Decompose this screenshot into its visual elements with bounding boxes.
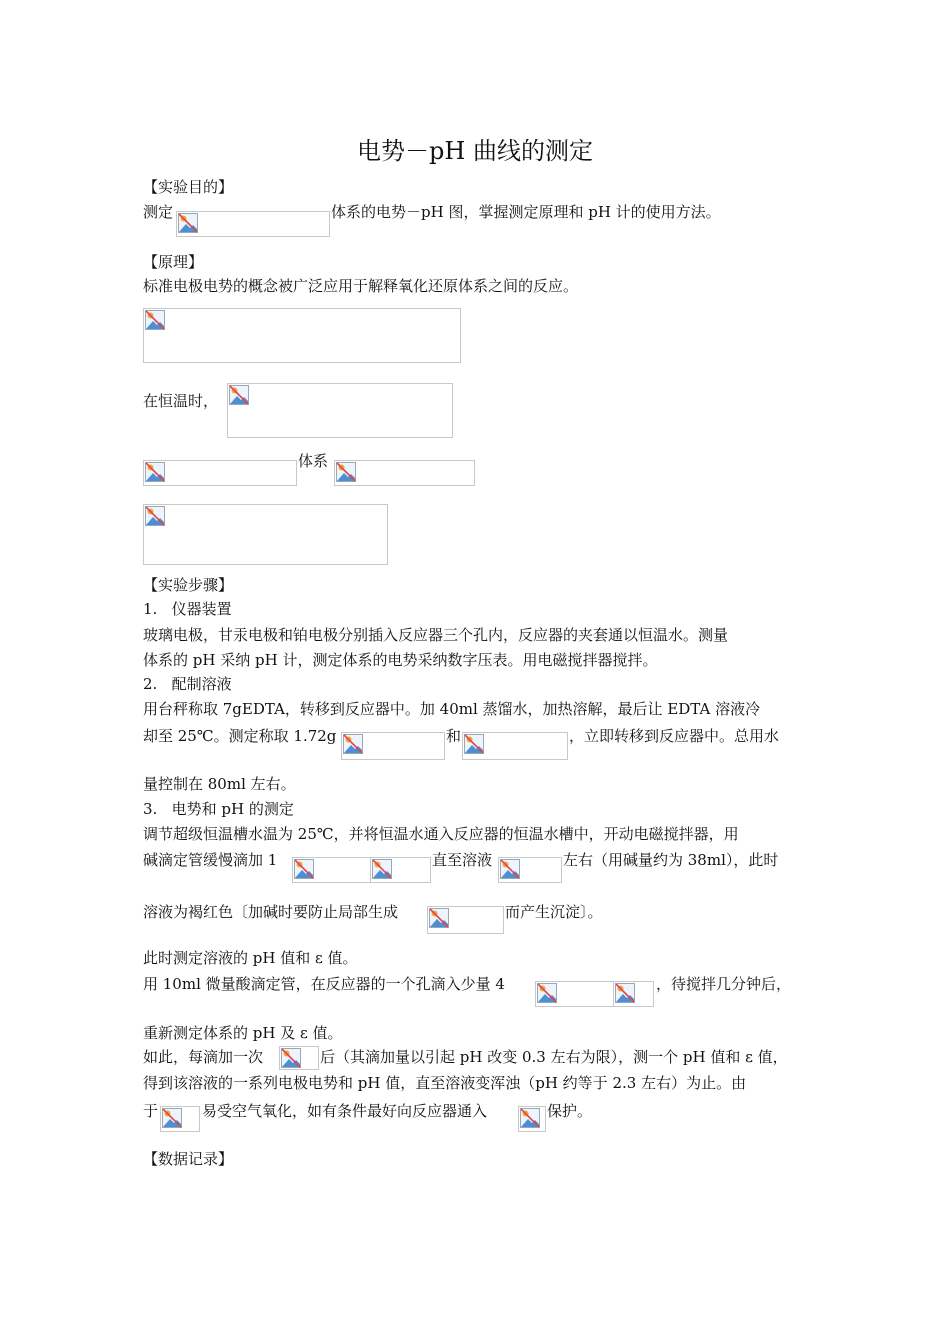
step3-line6: 重新测定体系的 pH 及 ε 值。 <box>143 1024 343 1042</box>
section-heading-purpose: 【实验目的】 <box>143 178 234 196</box>
step3-line4: 此时测定溶液的 pH 值和 ε 值。 <box>143 949 358 967</box>
broken-image-icon <box>178 213 198 233</box>
broken-image-icon <box>145 462 165 482</box>
step2-line3: 量控制在 80ml 左右。 <box>143 775 296 793</box>
formula-image <box>462 732 568 760</box>
principle-text: 标准电极电势的概念被广泛应用于解释氧化还原体系之间的反应。 <box>143 277 579 295</box>
step1-line1: 玻璃电极，甘汞电极和铂电极分别插入反应器三个孔内，反应器的夹套通以恒温水。测量 <box>143 626 729 644</box>
formula-image <box>279 1046 319 1070</box>
formula-image <box>370 857 431 883</box>
step3-line9a: 于 <box>143 1102 159 1120</box>
broken-image-icon <box>294 859 314 879</box>
step2-line2c: ，立即转移到反应器中。总用水 <box>569 727 780 745</box>
step2-heading: 2. 配制溶液 <box>143 675 232 693</box>
step3-line3a: 溶液为褐红色〔加碱时要防止局部生成 <box>143 903 399 921</box>
broken-image-icon <box>336 462 356 482</box>
system-label: 体系 <box>298 452 329 470</box>
step3-line1: 调节超级恒温槽水温为 25℃，并将恒温水通入反应器的恒温水槽中，开动电磁搅拌器，用 <box>143 825 739 843</box>
equation-image <box>143 308 461 363</box>
formula-image <box>613 981 654 1007</box>
step1-heading: 1. 仪器装置 <box>143 600 232 618</box>
step3-line7b: 后（其滴加量以引起 pH 改变 0.3 左右为限），测一个 pH 值和 ε 值， <box>320 1048 788 1066</box>
broken-image-icon <box>615 983 635 1003</box>
step3-line2c: 左右（用碱量约为 38ml），此时 <box>563 851 779 869</box>
equation-image <box>143 504 388 565</box>
formula-image <box>535 981 615 1007</box>
broken-image-icon <box>281 1048 301 1068</box>
step3-line9c: 保护。 <box>547 1102 593 1120</box>
broken-image-icon <box>343 734 363 754</box>
formula-image <box>160 1106 200 1132</box>
broken-image-icon <box>229 385 249 405</box>
broken-image-icon <box>464 734 484 754</box>
broken-image-icon <box>429 908 449 928</box>
purpose-text-a: 测定 <box>143 203 174 221</box>
formula-image <box>341 732 445 760</box>
step2-line2b: 和 <box>446 727 462 745</box>
broken-image-icon <box>520 1108 540 1128</box>
step3-line7a: 如此，每滴加一次 <box>143 1048 264 1066</box>
step3-line5a: 用 10ml 微量酸滴定管，在反应器的一个孔滴入少量 4 <box>143 975 505 993</box>
equation-image <box>227 383 453 438</box>
step3-line8: 得到该溶液的一系列电极电势和 pH 值，直至溶液变浑浊（pH 约等于 2.3 左右）为止。由 <box>143 1074 747 1092</box>
formula-image <box>176 211 330 237</box>
const-temp-text: 在恒温时， <box>143 392 219 410</box>
step3-line2b: 直至溶液 <box>432 851 493 869</box>
step3-heading: 3. 电势和 pH 的测定 <box>143 800 294 818</box>
step2-line1: 用台秤称取 7gEDTA，转移到反应器中。加 40ml 蒸馏水，加热溶解，最后让 EDTA 溶液冷 <box>143 700 761 718</box>
broken-image-icon <box>145 310 165 330</box>
step3-line3b: 而产生沉淀〕。 <box>505 903 603 921</box>
purpose-text-b: 体系的电势－pH 图，掌握测定原理和 pH 计的使用方法。 <box>331 203 721 221</box>
formula-image <box>334 460 475 486</box>
page-title: 电势－pH 曲线的测定 <box>357 137 593 165</box>
step2-line2a: 却至 25℃。测定称取 1.72g <box>143 727 337 745</box>
broken-image-icon <box>500 859 520 879</box>
section-heading-principle: 【原理】 <box>143 253 204 271</box>
formula-image <box>518 1106 546 1132</box>
broken-image-icon <box>145 506 165 526</box>
broken-image-icon <box>372 859 392 879</box>
step3-line9b: 易受空气氧化，如有条件最好向反应器通入 <box>202 1102 488 1120</box>
section-heading-data: 【数据记录】 <box>143 1150 234 1168</box>
section-heading-steps: 【实验步骤】 <box>143 576 234 594</box>
formula-image <box>292 857 372 883</box>
step3-line2a: 碱滴定管缓慢滴加 1 <box>143 851 278 869</box>
formula-image <box>498 857 562 883</box>
step3-line5b: ，待搅拌几分钟后， <box>656 975 792 993</box>
broken-image-icon <box>537 983 557 1003</box>
formula-image <box>427 906 504 934</box>
formula-image <box>143 460 297 486</box>
step1-line2: 体系的 pH 采纳 pH 计，测定体系的电势采纳数字压表。用电磁搅拌器搅拌。 <box>143 651 658 669</box>
broken-image-icon <box>162 1108 182 1128</box>
